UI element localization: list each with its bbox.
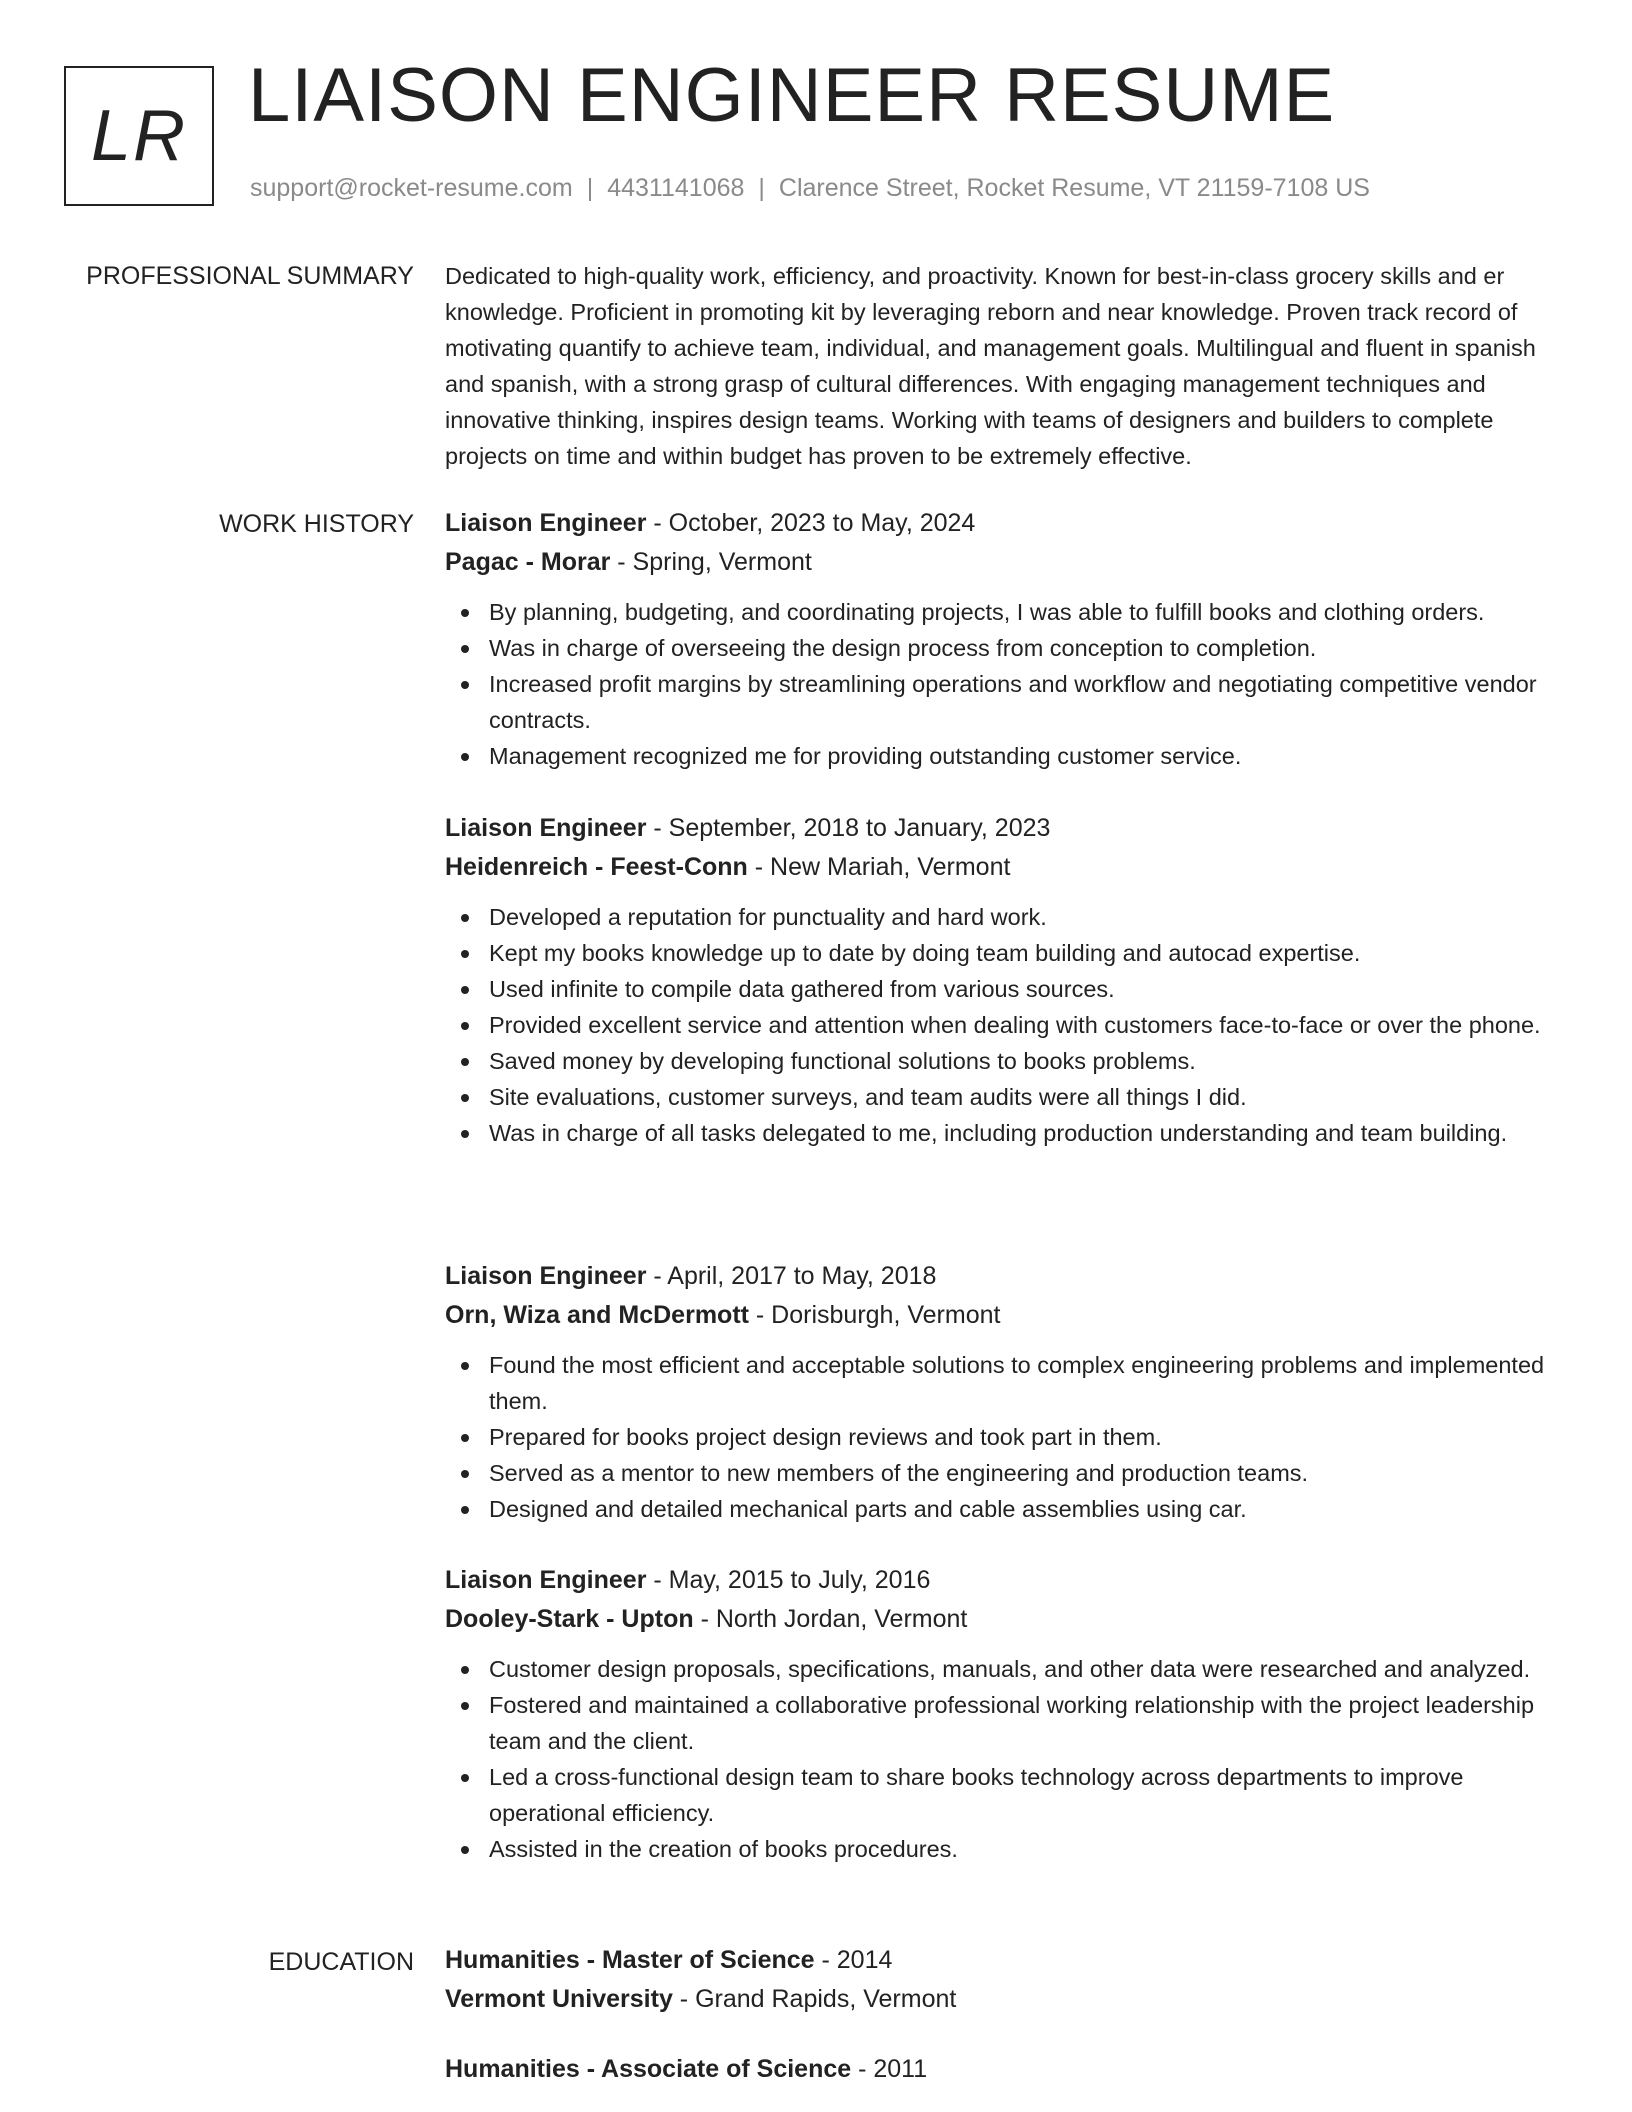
section-label-education: EDUCATION xyxy=(268,1948,414,1976)
job-company-line xyxy=(445,543,1560,582)
education-year: - 2011 xyxy=(851,2055,928,2083)
job-company: Heidenreich - Feest-Conn xyxy=(445,853,748,881)
job-bullet: Developed a reputation for punctuality and hard work. xyxy=(489,899,1560,935)
job-dates: - May, 2015 to July, 2016 xyxy=(646,1566,931,1594)
job-entry xyxy=(445,809,1560,1151)
job-bullet: Kept my books knowledge up to date by doing team building and autocad expertise. xyxy=(489,935,1560,971)
job-bullet-list xyxy=(445,1651,1560,1867)
job-title-line xyxy=(445,809,1560,848)
job-dates: - April, 2017 to May, 2018 xyxy=(646,1262,937,1290)
contact-email: support@rocket-resume.com xyxy=(250,174,573,202)
job-bullet: Customer design proposals, specifications, manuals, and other data were researched and analyzed. xyxy=(489,1651,1560,1687)
job-title-line xyxy=(445,1561,1560,1600)
job-bullet-list xyxy=(445,1347,1560,1527)
job-bullet: Increased profit margins by streamlining operations and workflow and negotiating competitive vendor contracts. xyxy=(489,666,1560,738)
education-location: - Grand Rapids, Vermont xyxy=(672,1985,957,2013)
job-title: Liaison Engineer xyxy=(445,814,647,842)
job-company: Dooley-Stark - Upton xyxy=(445,1605,694,1633)
job-title-line xyxy=(445,1257,1560,1296)
job-bullet: Assisted in the creation of books procedures. xyxy=(489,1831,1560,1867)
education-entry xyxy=(445,1941,1560,2019)
contact-phone: 4431141068 xyxy=(607,174,745,202)
job-company-line xyxy=(445,848,1560,887)
job-title: Liaison Engineer xyxy=(445,1566,647,1594)
section-label-work-history: WORK HISTORY xyxy=(219,510,414,538)
education-school: Vermont University xyxy=(445,1985,673,2013)
job-dates: - October, 2023 to May, 2024 xyxy=(646,509,976,537)
job-title: Liaison Engineer xyxy=(445,509,647,537)
contact-line xyxy=(250,176,1370,201)
job-bullet: Site evaluations, customer surveys, and team audits were all things I did. xyxy=(489,1079,1560,1115)
job-bullet: Led a cross-functional design team to share books technology across departments to improve operational efficiency. xyxy=(489,1759,1560,1831)
summary-section xyxy=(445,258,1560,474)
resume-title: LIAISON ENGINEER RESUME xyxy=(248,53,1336,138)
job-bullet: Fostered and maintained a collaborative professional working relationship with the project leadership team and the client. xyxy=(489,1687,1560,1759)
education-year: - 2014 xyxy=(814,1946,893,1974)
job-entry xyxy=(445,1561,1560,1867)
job-bullet: Provided excellent service and attention when dealing with customers face-to-face or over the phone. xyxy=(489,1007,1560,1043)
job-company: Orn, Wiza and McDermott xyxy=(445,1301,749,1329)
job-bullet: Found the most efficient and acceptable solutions to complex engineering problems and implemented them. xyxy=(489,1347,1560,1419)
job-company: Pagac - Morar xyxy=(445,548,611,576)
job-bullet: Was in charge of all tasks delegated to me, including production understanding and team building. xyxy=(489,1115,1560,1151)
job-bullet: Designed and detailed mechanical parts and cable assemblies using car. xyxy=(489,1491,1560,1527)
section-label-summary: PROFESSIONAL SUMMARY xyxy=(86,262,414,290)
contact-address: Clarence Street, Rocket Resume, VT 21159-7108 US xyxy=(778,174,1370,202)
job-dates: - September, 2018 to January, 2023 xyxy=(646,814,1051,842)
job-location: - New Mariah, Vermont xyxy=(747,853,1011,881)
job-bullet: Was in charge of overseeing the design process from conception to completion. xyxy=(489,630,1560,666)
contact-separator: | xyxy=(586,174,594,202)
monogram-initials: LR xyxy=(90,96,188,176)
job-company-line xyxy=(445,1296,1560,1335)
job-bullet: Management recognized me for providing outstanding customer service. xyxy=(489,738,1560,774)
job-bullet: Used infinite to compile data gathered from various sources. xyxy=(489,971,1560,1007)
job-bullet-list xyxy=(445,594,1560,774)
education-degree-line xyxy=(445,2050,1560,2089)
education-entry xyxy=(445,2050,1560,2089)
job-bullet: Prepared for books project design reviews and took part in them. xyxy=(489,1419,1560,1455)
education-school-line xyxy=(445,1980,1560,2019)
job-bullet: By planning, budgeting, and coordinating projects, I was able to fulfill books and clothing orders. xyxy=(489,594,1560,630)
job-location: - Spring, Vermont xyxy=(610,548,812,576)
job-location: - Dorisburgh, Vermont xyxy=(748,1301,1001,1329)
education-degree: Humanities - Master of Science xyxy=(445,1946,815,1974)
job-title: Liaison Engineer xyxy=(445,1262,647,1290)
summary-text: Dedicated to high-quality work, efficiency, and proactivity. Known for best-in-class grocery skills and er knowledge. Proficient in promoting kit by leveraging reborn and near knowledge. Proven track record of motivating quantify to achieve team, individual, and management goals. Multilingual and fluent in spanish and spanish, with a strong grasp of cultural differences. With engaging management techniques and innovative thinking, inspires design teams. Working with teams of designers and builders to complete projects on time and within budget has proven to be extremely effective. xyxy=(445,263,1536,469)
job-bullet: Saved money by developing functional solutions to books problems. xyxy=(489,1043,1560,1079)
monogram-box xyxy=(64,66,214,206)
education-degree: Humanities - Associate of Science xyxy=(445,2055,852,2083)
education-degree-line xyxy=(445,1941,1560,1980)
job-company-line xyxy=(445,1600,1560,1639)
job-bullet-list xyxy=(445,899,1560,1151)
job-entry xyxy=(445,504,1560,774)
job-location: - North Jordan, Vermont xyxy=(693,1605,968,1633)
job-bullet: Served as a mentor to new members of the engineering and production teams. xyxy=(489,1455,1560,1491)
job-title-line xyxy=(445,504,1560,543)
job-entry xyxy=(445,1257,1560,1527)
contact-separator: | xyxy=(758,174,765,202)
